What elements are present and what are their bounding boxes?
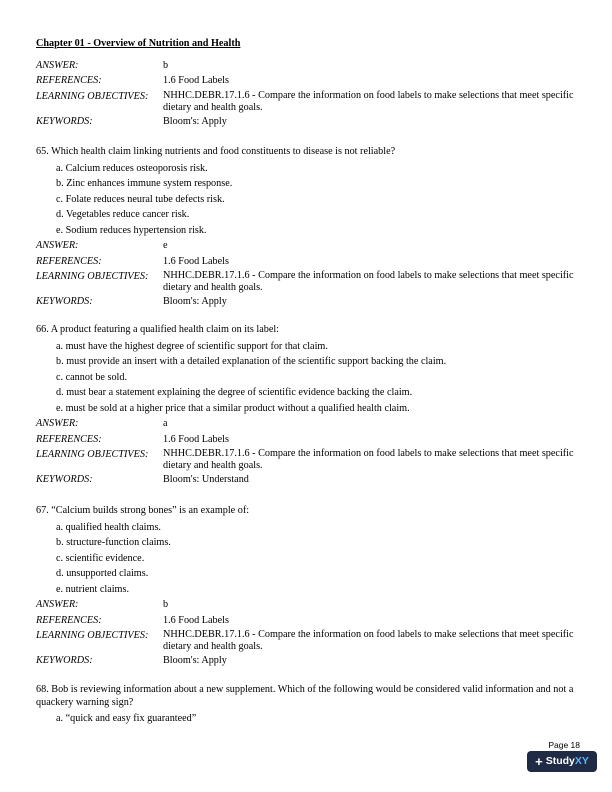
option-b: b. structure-function claims.	[56, 537, 171, 549]
option-e: e. must be sold at a higher price that a similar product without a qualified health claim.	[56, 402, 410, 414]
question-66	[36, 324, 576, 487]
option-b: b. Zinc enhances immune system response.	[56, 178, 233, 190]
references-value: 1.6 Food Labels	[163, 614, 229, 626]
learning-objectives-value: NHHC.DEBR.17.1.6 - Compare the information on food labels to make selections that meet specific dietary and health goals.	[163, 270, 574, 294]
references-label: REFERENCES:	[36, 75, 102, 87]
option-a: a. must have the highest degree of scientific support for that claim.	[56, 340, 328, 352]
question-65	[36, 146, 576, 309]
answer-label: ANSWER:	[36, 240, 79, 252]
learning-objectives-row	[36, 89, 576, 114]
option-a: a. “quick and easy fix guaranteed”	[56, 713, 197, 724]
option-a: a. qualified health claims.	[56, 521, 161, 533]
answer-block-64	[36, 58, 576, 129]
learning-objectives-row	[36, 269, 576, 294]
answer-row	[36, 416, 576, 431]
keywords-row	[36, 294, 576, 309]
references-label: REFERENCES:	[36, 433, 102, 445]
question-text: 68. Bob is reviewing information about a new supplement. Which of the following would be considered valid information and not a quackery warning sign?	[36, 684, 574, 708]
keywords-value: Bloom's: Apply	[163, 296, 227, 308]
learning-objectives-row	[36, 447, 576, 472]
option-d: d. unsupported claims.	[56, 568, 149, 580]
answer-label: ANSWER:	[36, 599, 79, 611]
learning-objectives-value: NHHC.DEBR.17.1.6 - Compare the information on food labels to make selections that meet specific dietary and health goals.	[163, 89, 574, 113]
keywords-value: Bloom's: Apply	[163, 655, 227, 667]
references-row	[36, 432, 576, 447]
chapter-title: Chapter 01 - Overview of Nutrition and Health	[36, 38, 241, 49]
keywords-label: KEYWORDS:	[36, 655, 93, 667]
plus-icon: +	[535, 754, 543, 769]
references-value: 1.6 Food Labels	[163, 75, 229, 87]
option-a: a. Calcium reduces osteoporosis risk.	[56, 162, 208, 174]
page-number: Page 18	[548, 740, 580, 750]
references-row	[36, 73, 576, 88]
option-d: d. Vegetables reduce cancer risk.	[56, 209, 190, 221]
option-e: e. Sodium reduces hypertension risk.	[56, 224, 207, 236]
option-c: c. Folate reduces neural tube defects risk.	[56, 193, 225, 205]
option-d: d. must bear a statement explaining the degree of scientific evidence backing the claim.	[56, 387, 413, 399]
option-c: c. scientific evidence.	[56, 552, 145, 564]
answer-value: b	[163, 599, 169, 611]
answer-label: ANSWER:	[36, 418, 79, 430]
option-c: c. cannot be sold.	[56, 371, 128, 383]
learning-objectives-row	[36, 628, 576, 653]
keywords-label: KEYWORDS:	[36, 115, 93, 127]
learning-objectives-label: LEARNING OBJECTIVES:	[36, 90, 149, 102]
references-row	[36, 254, 576, 269]
answer-value: e	[163, 240, 168, 252]
answer-row	[36, 597, 576, 612]
keywords-label: KEYWORDS:	[36, 474, 93, 486]
keywords-value: Bloom's: Understand	[163, 474, 249, 486]
answer-row	[36, 58, 576, 73]
brand-prefix: Study	[545, 754, 575, 767]
keywords-label: KEYWORDS:	[36, 296, 93, 308]
answer-value: a	[163, 418, 168, 430]
brand-suffix: XY	[574, 754, 589, 767]
learning-objectives-label: LEARNING OBJECTIVES:	[36, 630, 149, 642]
question-text: 66. A product featuring a qualified health claim on its label:	[36, 324, 280, 335]
references-row	[36, 613, 576, 628]
references-label: REFERENCES:	[36, 614, 102, 626]
keywords-row	[36, 472, 576, 487]
learning-objectives-label: LEARNING OBJECTIVES:	[36, 449, 149, 461]
references-value: 1.6 Food Labels	[163, 255, 229, 267]
references-value: 1.6 Food Labels	[163, 433, 229, 445]
learning-objectives-label: LEARNING OBJECTIVES:	[36, 271, 149, 283]
question-67	[36, 505, 576, 668]
keywords-row	[36, 653, 576, 668]
answer-row	[36, 238, 576, 253]
option-b: b. must provide an insert with a detailed explanation of the scientific support backing the claim.	[56, 356, 447, 368]
learning-objectives-value: NHHC.DEBR.17.1.6 - Compare the information on food labels to make selections that meet specific dietary and health goals.	[163, 448, 574, 472]
option-e: e. nutrient claims.	[56, 583, 129, 595]
question-text: 67. “Calcium builds strong bones” is an example of:	[36, 505, 250, 516]
answer-value: b	[163, 60, 169, 71]
keywords-row	[36, 114, 576, 129]
learning-objectives-value: NHHC.DEBR.17.1.6 - Compare the information on food labels to make selections that meet specific dietary and health goals.	[163, 629, 574, 653]
keywords-value: Bloom's: Apply	[163, 115, 227, 127]
references-label: REFERENCES:	[36, 255, 102, 267]
answer-label: ANSWER:	[36, 60, 79, 71]
question-text: 65. Which health claim linking nutrients and food constituents to disease is not reliable?	[36, 146, 396, 157]
question-68	[36, 684, 576, 727]
studyxy-logo[interactable]	[527, 751, 597, 772]
